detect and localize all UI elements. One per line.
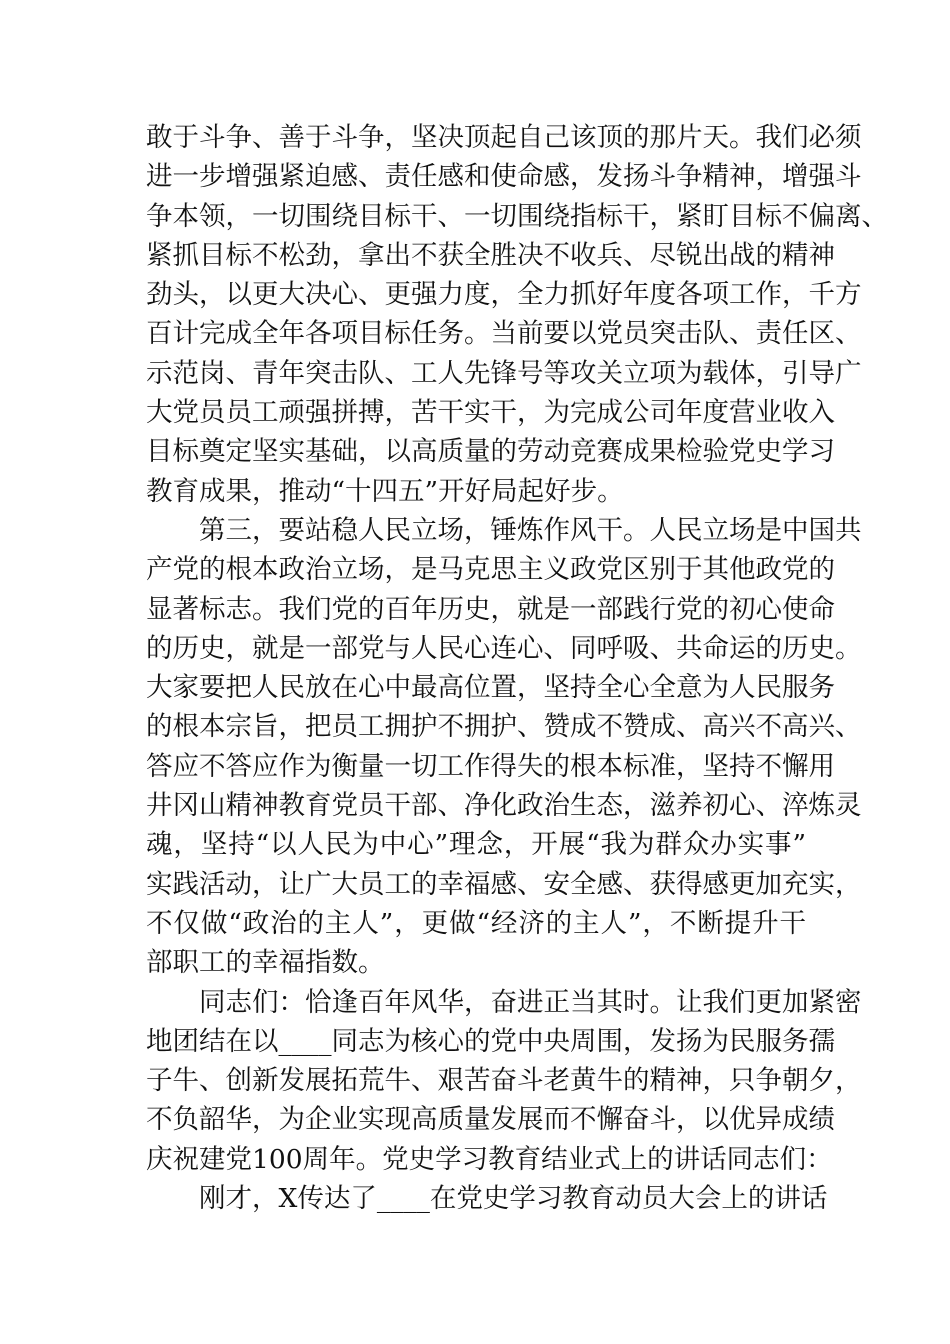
text-line: 大党员员工顽强拼搏，苦干实干，为完成公司年度营业收入 [146,397,835,429]
text-line: 庆祝建党100周年。党史学习教育结业式上的讲话同志们： [146,1143,833,1175]
text-line: 子牛、创新发展拓荒牛、艰苦奋斗老黄牛的精神，只争朝夕， [146,1065,862,1097]
text-line: 的根本宗旨，把员工拥护不拥护、赞成不赞成、高兴不高兴、 [146,711,862,743]
text-line: 示范岗、青年突击队、工人先锋号等攻关立项为载体，引导广 [146,357,862,389]
text-line: 井冈山精神教育党员干部、净化政治生态，滋养初心、淬炼灵 [146,790,862,822]
paragraph-start-line: 刚才，X传达了____在党史学习教育动员大会上的讲话 [199,1183,828,1215]
paragraph-start-line: 同志们：恰逢百年风华，奋进正当其时。让我们更加紧密 [199,986,862,1018]
text-line: 紧抓目标不松劲，拿出不获全胜决不收兵、尽锐出战的精神 [146,239,835,271]
text-line: 魂，坚持“以人民为中心”理念，开展“我为群众办实事” [146,829,806,861]
text-line: 劲头，以更大决心、更强力度，全力抓好年度各项工作，千方 [146,279,862,311]
text-line: 不仅做“政治的主人”，更做“经济的主人”，不断提升干 [146,907,806,939]
text-line: 产党的根本政治立场，是马克思主义政党区别于其他政党的 [146,554,835,586]
text-line: 部职工的幸福指数。 [146,947,385,979]
paragraph-start-line: 第三，要站稳人民立场，锤炼作风干。人民立场是中国共 [199,514,862,546]
text-line: 争本领，一切围绕目标干、一切围绕指标干，紧盯目标不偏离、 [146,200,888,232]
text-line: 地团结在以____同志为核心的党中央周围，发扬为民服务孺 [146,1025,835,1057]
text-line: 的历史，就是一部党与人民心连心、同呼吸、共命运的历史。 [146,632,862,664]
text-line: 教育成果，推动“十四五”开好局起好步。 [146,475,624,507]
text-line: 进一步增强紧迫感、责任感和使命感，发扬斗争精神，增强斗 [146,161,862,193]
text-line: 不负韶华，为企业实现高质量发展而不懈奋斗，以优异成绩 [146,1104,835,1136]
text-line: 实践活动，让广大员工的幸福感、安全感、获得感更加充实， [146,868,862,900]
text-line: 百计完成全年各项目标任务。当前要以党员突击队、责任区、 [146,318,862,350]
text-line: 目标奠定坚实基础，以高质量的劳动竞赛成果检验党史学习 [146,436,835,468]
document-body [146,118,888,1218]
text-line: 敢于斗争、善于斗争，坚决顶起自己该顶的那片天。我们必须 [146,122,862,153]
text-line: 大家要把人民放在心中最高位置，坚持全心全意为人民服务 [146,672,835,704]
text-line: 答应不答应作为衡量一切工作得失的根本标准，坚持不懈用 [146,750,835,782]
text-line: 显著标志。我们党的百年历史，就是一部践行党的初心使命 [146,593,835,625]
